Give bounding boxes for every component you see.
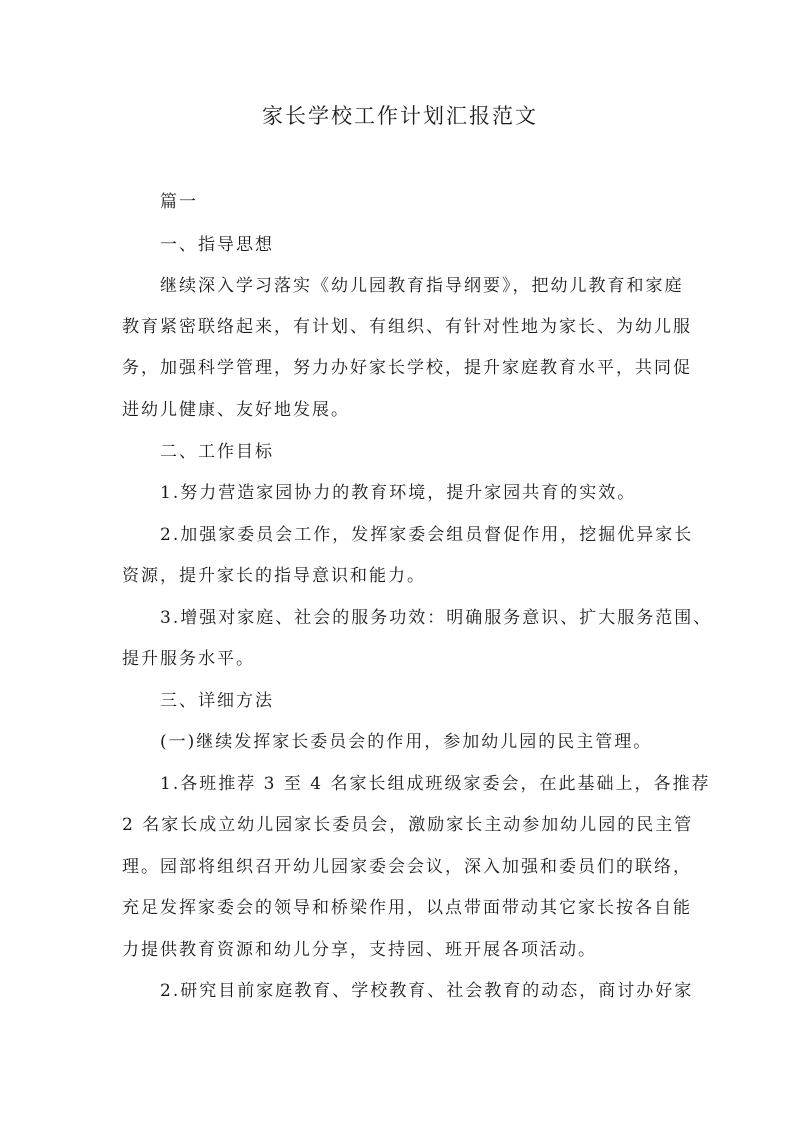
paragraph-line: 资源，提升家长的指导意识和能力。: [122, 566, 426, 586]
subheading: (一)继续发挥家长委员会的作用，参加幼儿园的民主管理。: [160, 732, 653, 752]
heading-work-goals: 二、工作目标: [160, 442, 274, 462]
heading-methods: 三、详细方法: [160, 691, 274, 711]
paragraph-line: 继续深入学习落实《幼儿园教育指导纲要》，把幼儿教育和家庭: [160, 276, 684, 296]
list-item: 2.加强家委员会工作，发挥家委会组员督促作用，挖掘优异家长: [160, 525, 694, 545]
paragraph-line: 提升服务水平。: [122, 649, 255, 669]
document-title: 家长学校工作计划汇报范文: [262, 104, 538, 128]
list-item: 2.研究目前家庭教育、学校教育、社会教育的动态，商讨办好家: [160, 981, 694, 1001]
list-item: 1.努力营造家园协力的教育环境，提升家园共育的实效。: [160, 483, 637, 503]
paragraph-line: 2 名家长成立幼儿园家长委员会，激励家长主动参加幼儿园的民主管: [122, 815, 694, 835]
paragraph-line: 进幼儿健康、友好地发展。: [122, 400, 350, 420]
paragraph-line: 教育紧密联络起来，有计划、有组织、有针对性地为家长、为幼儿服: [122, 317, 692, 337]
paragraph-line: 充足发挥家委会的领导和桥梁作用，以点带面带动其它家长按各自能: [122, 898, 692, 918]
list-item: 1.各班推荐 3 至 4 名家长组成班级家委会，在此基础上，各推荐: [160, 774, 711, 794]
heading-guiding-ideology: 一、指导思想: [160, 235, 274, 255]
paragraph-line: 务，加强科学管理，努力办好家长学校，提升家庭教育水平，共同促: [122, 358, 692, 378]
list-item: 3.增强对家庭、社会的服务功效：明确服务意识、扩大服务范围、: [160, 608, 713, 628]
paragraph-line: 力提供教育资源和幼儿分享，支持园、班开展各项活动。: [122, 940, 597, 960]
section-label: 篇一: [160, 192, 198, 212]
paragraph-line: 理。园部将组织召开幼儿园家委会会议，深入加强和委员们的联络，: [122, 857, 692, 877]
